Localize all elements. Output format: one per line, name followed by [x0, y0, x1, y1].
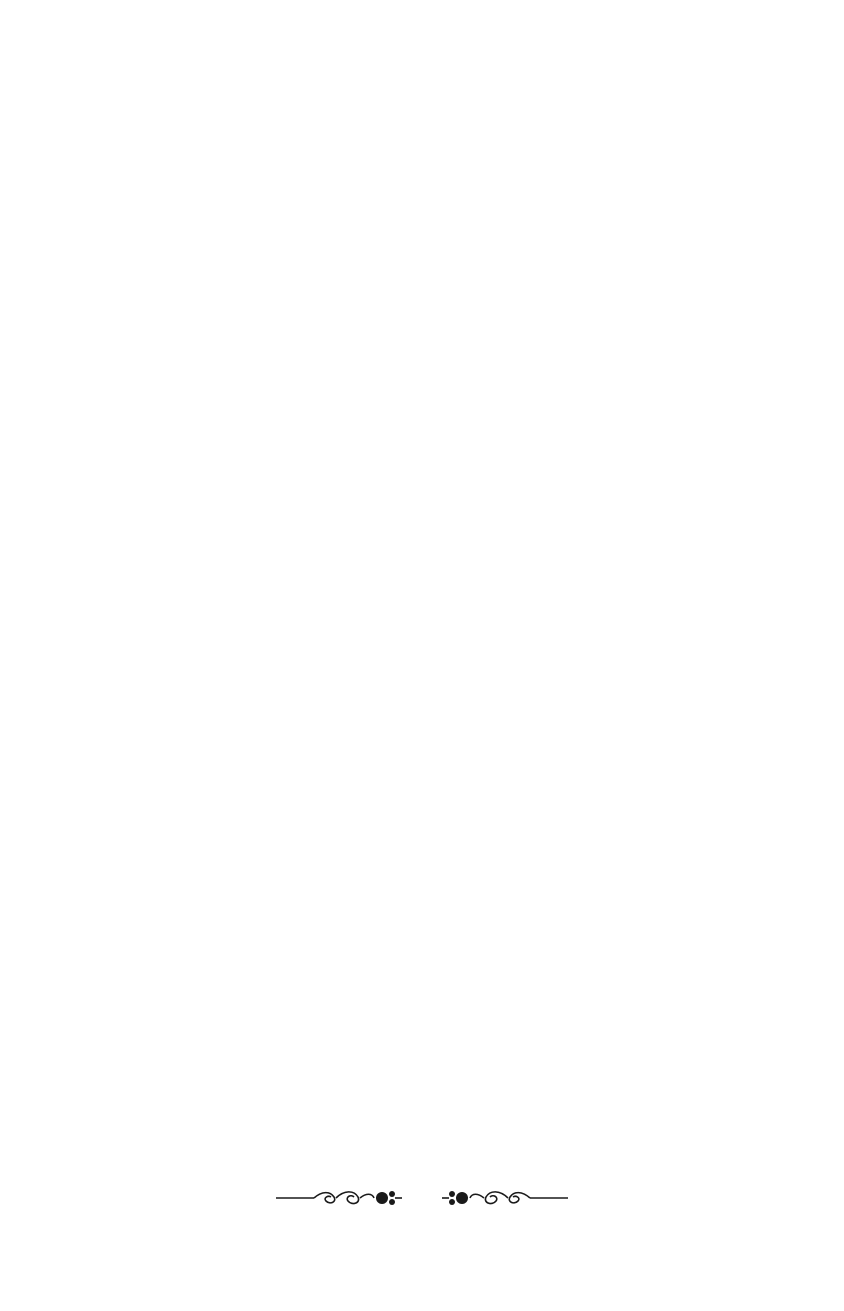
paragraph-gap: [99, 222, 719, 252]
section-gap: [99, 126, 719, 154]
book-page-text: [99, 126, 719, 252]
ornament-right-icon: [440, 1187, 570, 1209]
ornament-left-icon: [274, 1187, 404, 1209]
paragraph-gap: [99, 192, 719, 222]
page-footer: [0, 1178, 844, 1218]
